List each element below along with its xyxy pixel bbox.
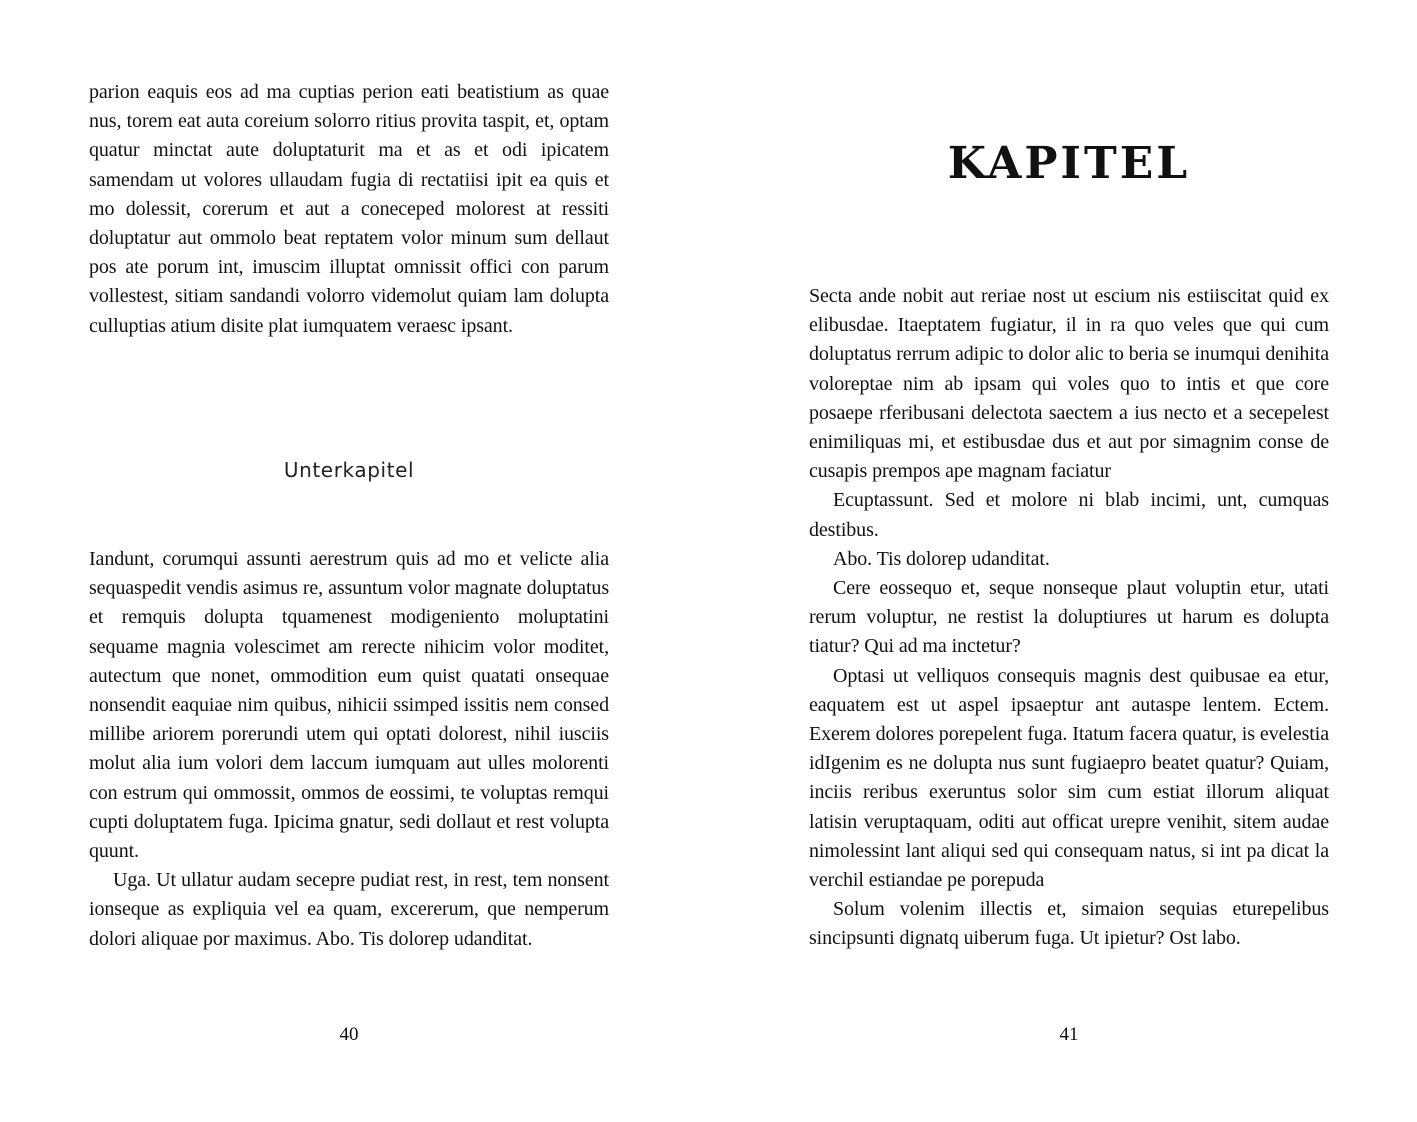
chapter-title: KAPITEL — [947, 138, 1191, 189]
right-page-text — [809, 282, 1329, 954]
paragraph: Solum volenim illectis et, simaion sequias eturepelibus sincipsunti dignatq uiberum fuga. Ut ipietur? Ost labo. — [809, 898, 1329, 950]
paragraph: Cere eossequo et, seque nonseque plaut voluptin etur, utati rerum voluptur, ne restist la doluptiures ut harum es dolupta tiatur? Qui ad ma inctetur? — [809, 577, 1329, 658]
left-page-text-bottom — [89, 545, 609, 954]
paragraph: Uga. Ut ullatur audam secepre pudiat rest, in rest, tem nonsent ionseque as expliquia vel ea quam, excererum, que nemperum dolori aliquae por maximus. Abo. Tis dolorep udanditat. — [89, 869, 609, 950]
paragraph: Optasi ut velliquos consequis magnis dest quibusae ea etur, eaquatem est ut aspel ipsaeptur ant autaspe lentem. Ectem. Exerem dolores porepelent fuga. Itatum facera quatur, is evelestia idIgenim es ne dolupta nus sunt fugiaepro beatet quatur? Quiam, inciis reribus exeruntus solor sim cum estiat illorum aliquat latisin veruptaquam, oditi aut officat urepre venihit, sitem audae nimolessint lant aliqui sed qui consequam natus, si int pa dicat la verchil estiandae pe porepuda — [809, 664, 1329, 892]
page-number-right: 41 — [1059, 1024, 1079, 1045]
right-page — [809, 0, 1329, 1122]
paragraph: Secta ande nobit aut reriae nost ut escium nis estiiscitat quid ex elibusdae. Itaeptatem fugiatur, il in ra quo veles que qui cum doluptatus rerrum adipic to dolor alic to beria se inumqui denihita voloreptae nim ab ipsam qui voles quo to intis et que core posaepe rferibusani delectota saectem a ius necto et a secepelest enimiliquas mi, et estibusdae dus et aut por simagnim conse de cusapis prempos ape magnam faciatur — [809, 285, 1329, 483]
paragraph: Abo. Tis dolorep udanditat. — [833, 547, 1050, 570]
page-number-left: 40 — [339, 1024, 359, 1045]
left-page-text-top — [89, 78, 609, 341]
paragraph: Iandunt, corumqui assunti aerestrum quis ad mo et velicte alia sequaspedit vendis asimus re, assuntum volor magnate doluptatus et remquis dolupta tquamenest modigeniento moluptatini sequame magnia volescimet am rerecte nihicim volor moditet, autectum que nonet, ommodition eum quist quatati onsequae nonsendit eaquiae nim quibus, nihicii ssimped issitis nem consed millibe ariorem porerundi utem qui optati dolorest, nihil iusciis molut alia ium volori dem laccum iumquam aut ulles molorenti con estrum qui ommossit, ommos de eossimi, te voluptas remqui cupti doluptatem fuga. Ipicima gnatur, sedi dollaut et rest volupta quunt. — [89, 548, 609, 863]
subchapter-heading: Unterkapitel — [283, 458, 415, 482]
paragraph: parion eaquis eos ad ma cuptias perion eati beatistium as quae nus, torem eat auta coreium solorro ritius provita taspit, et, optam quatur minctat aute doluptaturit ma et as et odi ipicatem samendam ut volores ullaudam fugia di rectatiisi ipit ea quis et mo dolessit, corerum et aut a coneceped molorest at ressiti doluptatur aut ommolo beat reptatem volor minum sum dellaut pos ate porum int, imuscim illuptat omnissit offici con parum vollestest, sitiam sandandi volorro videmolut quiam lam dolupta culluptias atium disite plat iumquatem veraesc ipsant. — [89, 81, 609, 337]
paragraph: Ecuptassunt. Sed et molore ni blab incimi, unt, cumquas destibus. — [809, 489, 1329, 541]
left-page — [89, 0, 609, 1122]
